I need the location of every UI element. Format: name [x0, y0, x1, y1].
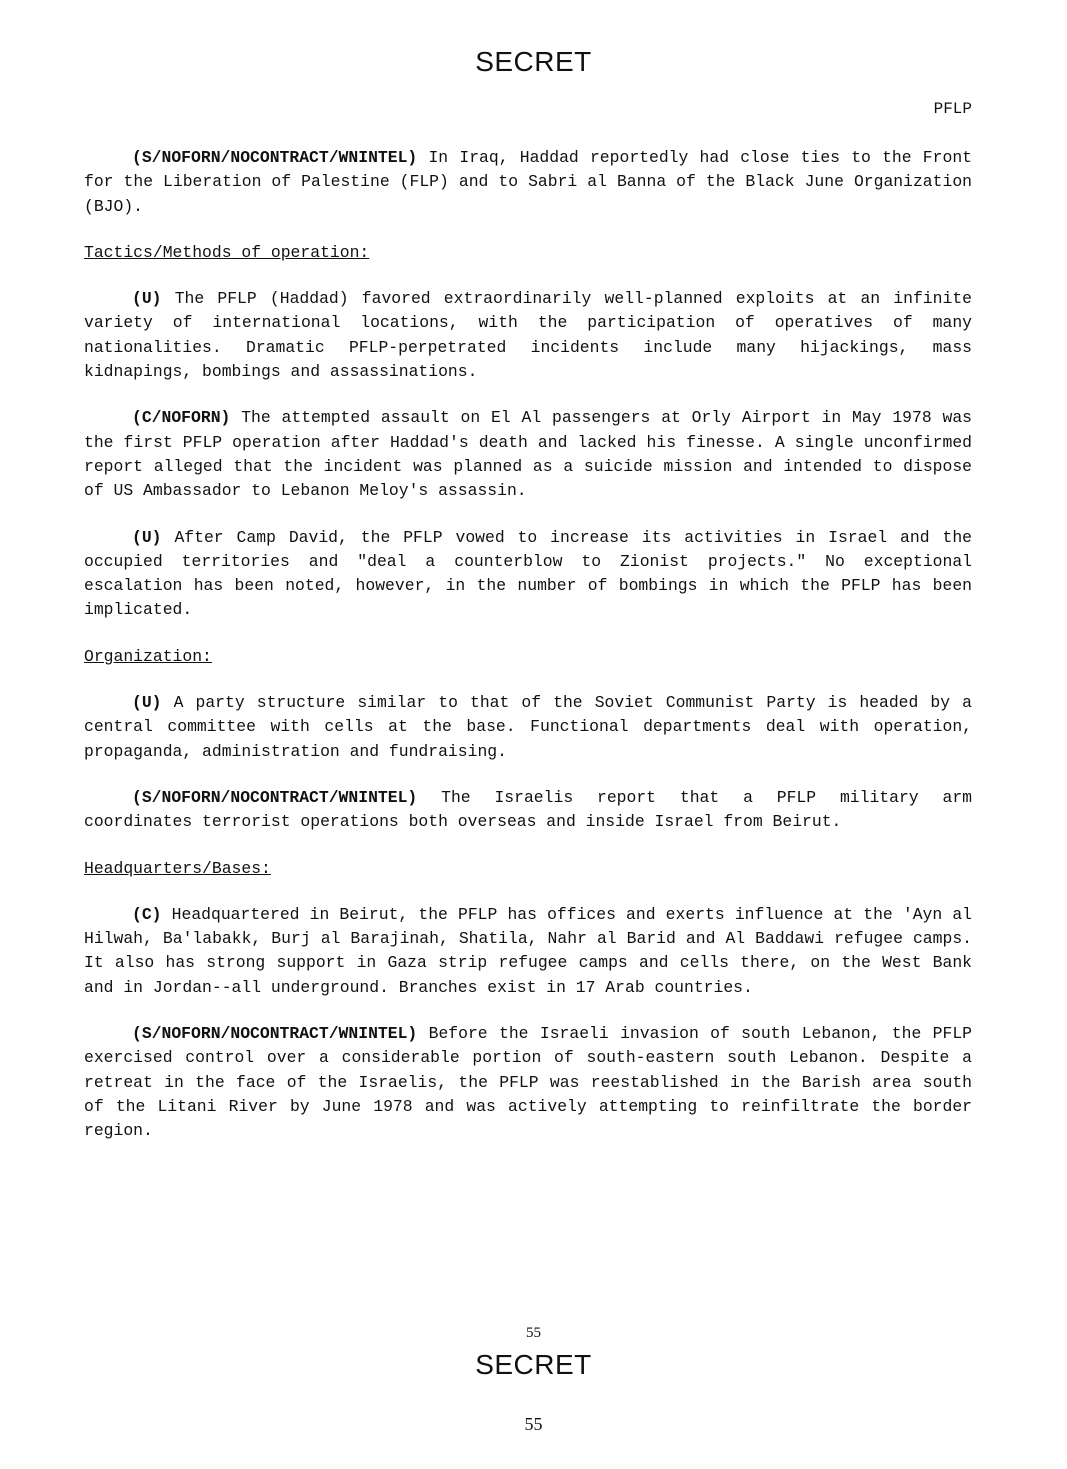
page-number-upper: 55: [526, 1325, 541, 1341]
classification-marking: (U): [132, 527, 162, 547]
running-header-tag: PFLP: [933, 100, 972, 118]
section-heading-headquarters: Headquarters/Bases:: [84, 858, 271, 878]
section-heading-organization: Organization:: [84, 646, 212, 666]
classification-marking: (S/NOFORN/NOCONTRACT/WNINTEL): [132, 787, 418, 807]
paragraph-text: Headquartered in Beirut, the PFLP has offices and exerts influence at the 'Ayn al Hilwah, Ba'labakk, Burj al Barajinah, Shatila, Nahr al Barid and Al Baddawi refugee camps. It also has strong support in Gaza strip refugee camps and cells there, on the West Bank and in Jordan--all underground. Branches exist in 17 Arab countries.: [84, 904, 972, 997]
paragraph-iraq-ties: [84, 146, 972, 219]
paragraph-text: The attempted assault on El Al passengers at Orly Airport in May 1978 was the first PFLP operation after Haddad's death and lacked his finesse. A single unconfirmed report alleged that the incident was planned as a suicide mission and intended to dispose of US Ambassador to Lebanon Meloy's assassin.: [84, 408, 972, 501]
classification-marking: (C/NOFORN): [132, 408, 231, 428]
paragraph-text: The PFLP (Haddad) favored extraordinarily well-planned exploits at an infinite variety of international locations, with the participation of operatives of many nationalities. Dramatic PFLP-perpetrated incidents include many hijackings, mass kidnapings, bombings and assassinations.: [84, 289, 972, 382]
paragraph-text: After Camp David, the PFLP vowed to increase its activities in Israel and the occupied territories and "deal a counterblow to Zionist projects." No exceptional escalation has been noted, however, in the number of bombings in which the PFLP has been implicated.: [84, 527, 972, 620]
paragraph-text: The Israelis report that a PFLP military arm coordinates terrorist operations both overseas and inside Israel from Beirut.: [84, 787, 972, 832]
classification-marking: (S/NOFORN/NOCONTRACT/WNINTEL): [132, 148, 418, 167]
classification-header: SECRET: [475, 46, 592, 77]
paragraph-exploits: [84, 287, 972, 384]
paragraph-military-arm: [84, 786, 972, 835]
section-heading-tactics: Tactics/Methods of operation:: [84, 242, 370, 262]
page-number-lower: 55: [524, 1414, 543, 1434]
paragraph-text: In Iraq, Haddad reportedly had close ties to the Front for the Liberation of Palestine (FLP) and to Sabri al Banna of the Black June Organization (BJO).: [84, 148, 972, 216]
paragraph-camp-david: [84, 526, 972, 623]
paragraph-orly-airport: [84, 406, 972, 503]
paragraph-party-structure: [84, 691, 972, 764]
document-body: [84, 146, 972, 1166]
paragraph-text: Before the Israeli invasion of south Lebanon, the PFLP exercised control over a considerable portion of south-eastern south Lebanon. Despite a retreat in the face of the Israelis, the PFLP was reestablished in the Barish area south of the Litani River by June 1978 and was actively attempting to reinfiltrate the border region.: [84, 1024, 972, 1141]
paragraph-text: A party structure similar to that of the Soviet Communist Party is headed by a central committee with cells at the base. Functional departments deal with operation, propaganda, administration and fundraising.: [84, 693, 972, 761]
paragraph-south-lebanon: [84, 1022, 972, 1143]
classification-marking: (C): [132, 904, 162, 924]
classification-marking: (S/NOFORN/NOCONTRACT/WNINTEL): [132, 1024, 418, 1044]
classification-footer: SECRET: [475, 1349, 592, 1380]
paragraph-beirut-offices: [84, 903, 972, 1000]
classification-marking: (U): [132, 693, 162, 713]
classification-marking: (U): [132, 289, 162, 309]
